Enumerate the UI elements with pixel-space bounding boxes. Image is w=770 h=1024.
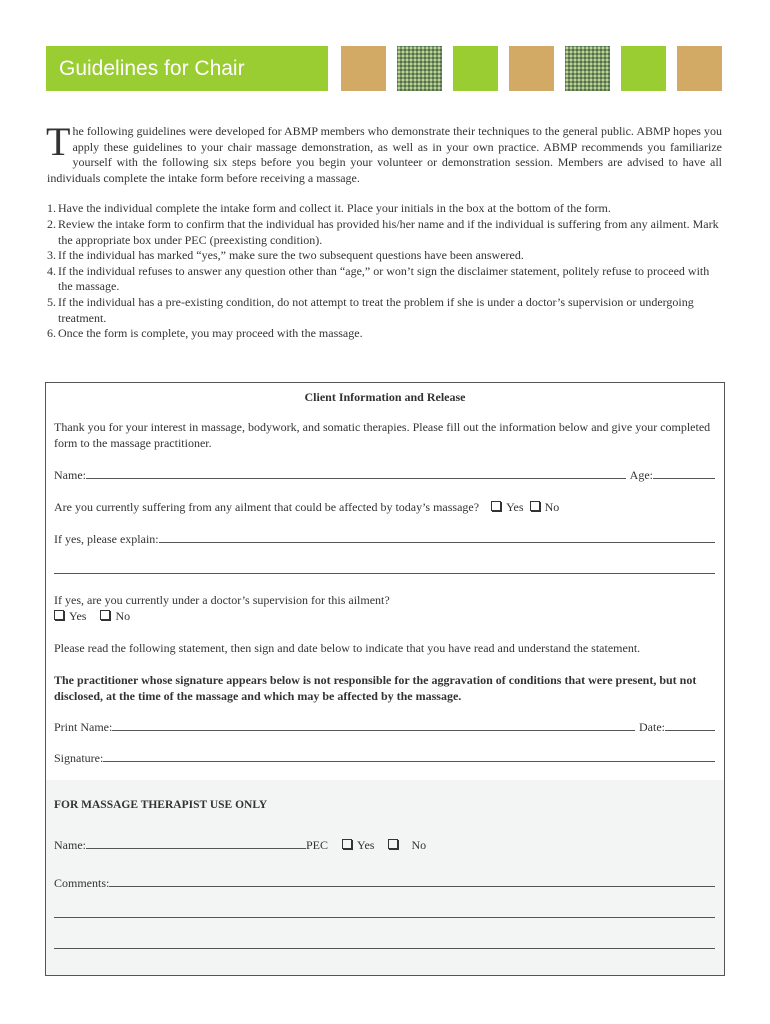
decorative-tile	[677, 46, 722, 91]
step-number: 3.	[47, 248, 56, 263]
explain-field[interactable]	[159, 531, 715, 543]
therapist-name-row	[54, 837, 715, 854]
print-name-label: Print Name:	[54, 720, 113, 734]
decorative-tile	[397, 46, 442, 91]
step-text: If the individual has marked “yes,” make sure the two subsequent questions have been answered.	[58, 248, 524, 263]
decorative-tile	[509, 46, 554, 91]
decorative-tile	[453, 46, 498, 91]
therapist-name-label: Name:	[54, 838, 86, 852]
pec-no-checkbox[interactable]	[388, 839, 398, 849]
doctor-yes-checkbox[interactable]	[54, 610, 64, 620]
step-item	[47, 248, 722, 264]
comments-row	[54, 875, 715, 892]
doctor-question: If yes, are you currently under a doctor’s supervision for this ailment?	[54, 593, 390, 607]
date-field[interactable]	[665, 719, 715, 731]
explain-label: If yes, please explain:	[54, 532, 159, 546]
step-item	[47, 201, 722, 217]
step-number: 6.	[47, 326, 56, 341]
decorative-tile	[621, 46, 666, 91]
step-text: Have the individual complete the intake form and collect it. Place your initials in the box at the bottom of the form.	[58, 201, 611, 216]
step-item	[47, 295, 722, 326]
date-label: Date:	[639, 720, 665, 734]
comments-field[interactable]	[109, 875, 715, 887]
intro-section	[46, 119, 722, 342]
document-title: Guidelines for Chair Massage	[59, 57, 245, 125]
step-number: 2.	[47, 216, 56, 231]
doctor-no-checkbox[interactable]	[100, 610, 110, 620]
decorative-tile	[565, 46, 610, 91]
step-number: 1.	[47, 201, 56, 216]
step-text: If the individual has a pre-existing condition, do not attempt to treat the problem if she is under a doctor’s supervision or undergoing treatment.	[58, 294, 694, 325]
intro-paragraph	[46, 119, 722, 186]
explain-row	[54, 531, 715, 548]
comments-field-line-2[interactable]	[54, 902, 715, 918]
pec-no-label: No	[411, 838, 427, 852]
step-item	[47, 264, 722, 295]
pec-yes-checkbox[interactable]	[342, 839, 352, 849]
print-name-field[interactable]	[112, 719, 635, 731]
decorative-tile	[341, 46, 386, 91]
thanks-text: Thank you for your interest in massage, bodywork, and somatic therapies. Please fill out the information below and give your completed form to the massage practitioner.	[54, 420, 711, 450]
ailment-yes-checkbox[interactable]	[491, 501, 501, 511]
therapist-name-field[interactable]	[86, 837, 306, 849]
signature-label: Signature:	[54, 751, 104, 765]
pec-label: PEC	[306, 838, 329, 852]
drop-cap: T	[46, 119, 71, 164]
ailment-no-label: No	[544, 500, 560, 514]
comments-label: Comments:	[54, 876, 110, 890]
doctor-no-label: No	[115, 609, 131, 623]
intro-text: he following guidelines were developed for ABMP members who demonstrate their techniques to the general public. ABMP hopes you apply these guidelines to your chair massage demonstration, as well as in your own practice. ABMP recommends you familiarize yourself with the following six steps before you begin your volunteer or demonstration session. Members are advised to have all individuals complete the intake form before receiving a massage.	[47, 124, 722, 185]
guideline-steps	[47, 201, 722, 341]
disclaimer-statement: The practitioner whose signature appears below is not responsible for the aggravation of conditions that were present, but not disclosed, at the time of the massage and which may be affected by the massage.	[54, 673, 697, 703]
signature-field[interactable]	[103, 750, 715, 762]
therapist-section-title: FOR MASSAGE THERAPIST USE ONLY	[54, 799, 268, 811]
age-field[interactable]	[653, 467, 715, 479]
name-age-row	[54, 467, 715, 484]
doctor-answer-row	[50, 609, 715, 625]
print-name-row	[54, 719, 715, 736]
age-label: Age:	[629, 468, 653, 482]
name-label: Name:	[54, 468, 86, 482]
pec-yes-label: Yes	[357, 838, 375, 852]
step-number: 5.	[47, 294, 56, 309]
ailment-no-checkbox[interactable]	[530, 501, 540, 511]
read-statement: Please read the following statement, then sign and date below to indicate that you have read and understand the statement.	[54, 641, 641, 655]
client-intake-form	[45, 382, 725, 976]
ailment-question: Are you currently suffering from any ailment that could be affected by today’s massage?	[54, 500, 480, 514]
signature-row	[54, 750, 715, 767]
step-text: Review the intake form to confirm that the individual has provided his/her name and if the individual is suffering from any ailment. Mark the appropriate box under PEC (preexisting condition).	[58, 216, 719, 247]
document-title-banner	[46, 46, 328, 125]
form-title: Client Information and Release	[304, 390, 466, 404]
explain-field-line-2[interactable]	[54, 558, 715, 574]
step-number: 4.	[47, 263, 56, 278]
step-text: If the individual refuses to answer any question other than “age,” or won’t sign the disclaimer statement, politely refuse to proceed with the massage.	[58, 263, 710, 294]
ailment-yes-label: Yes	[506, 500, 524, 514]
step-text: Once the form is complete, you may proceed with the massage.	[58, 326, 363, 341]
doctor-yes-label: Yes	[69, 609, 87, 623]
step-item	[47, 326, 722, 342]
comments-field-line-3[interactable]	[54, 933, 715, 949]
ailment-row	[54, 500, 715, 516]
step-item	[47, 217, 722, 248]
name-field[interactable]	[86, 467, 626, 479]
